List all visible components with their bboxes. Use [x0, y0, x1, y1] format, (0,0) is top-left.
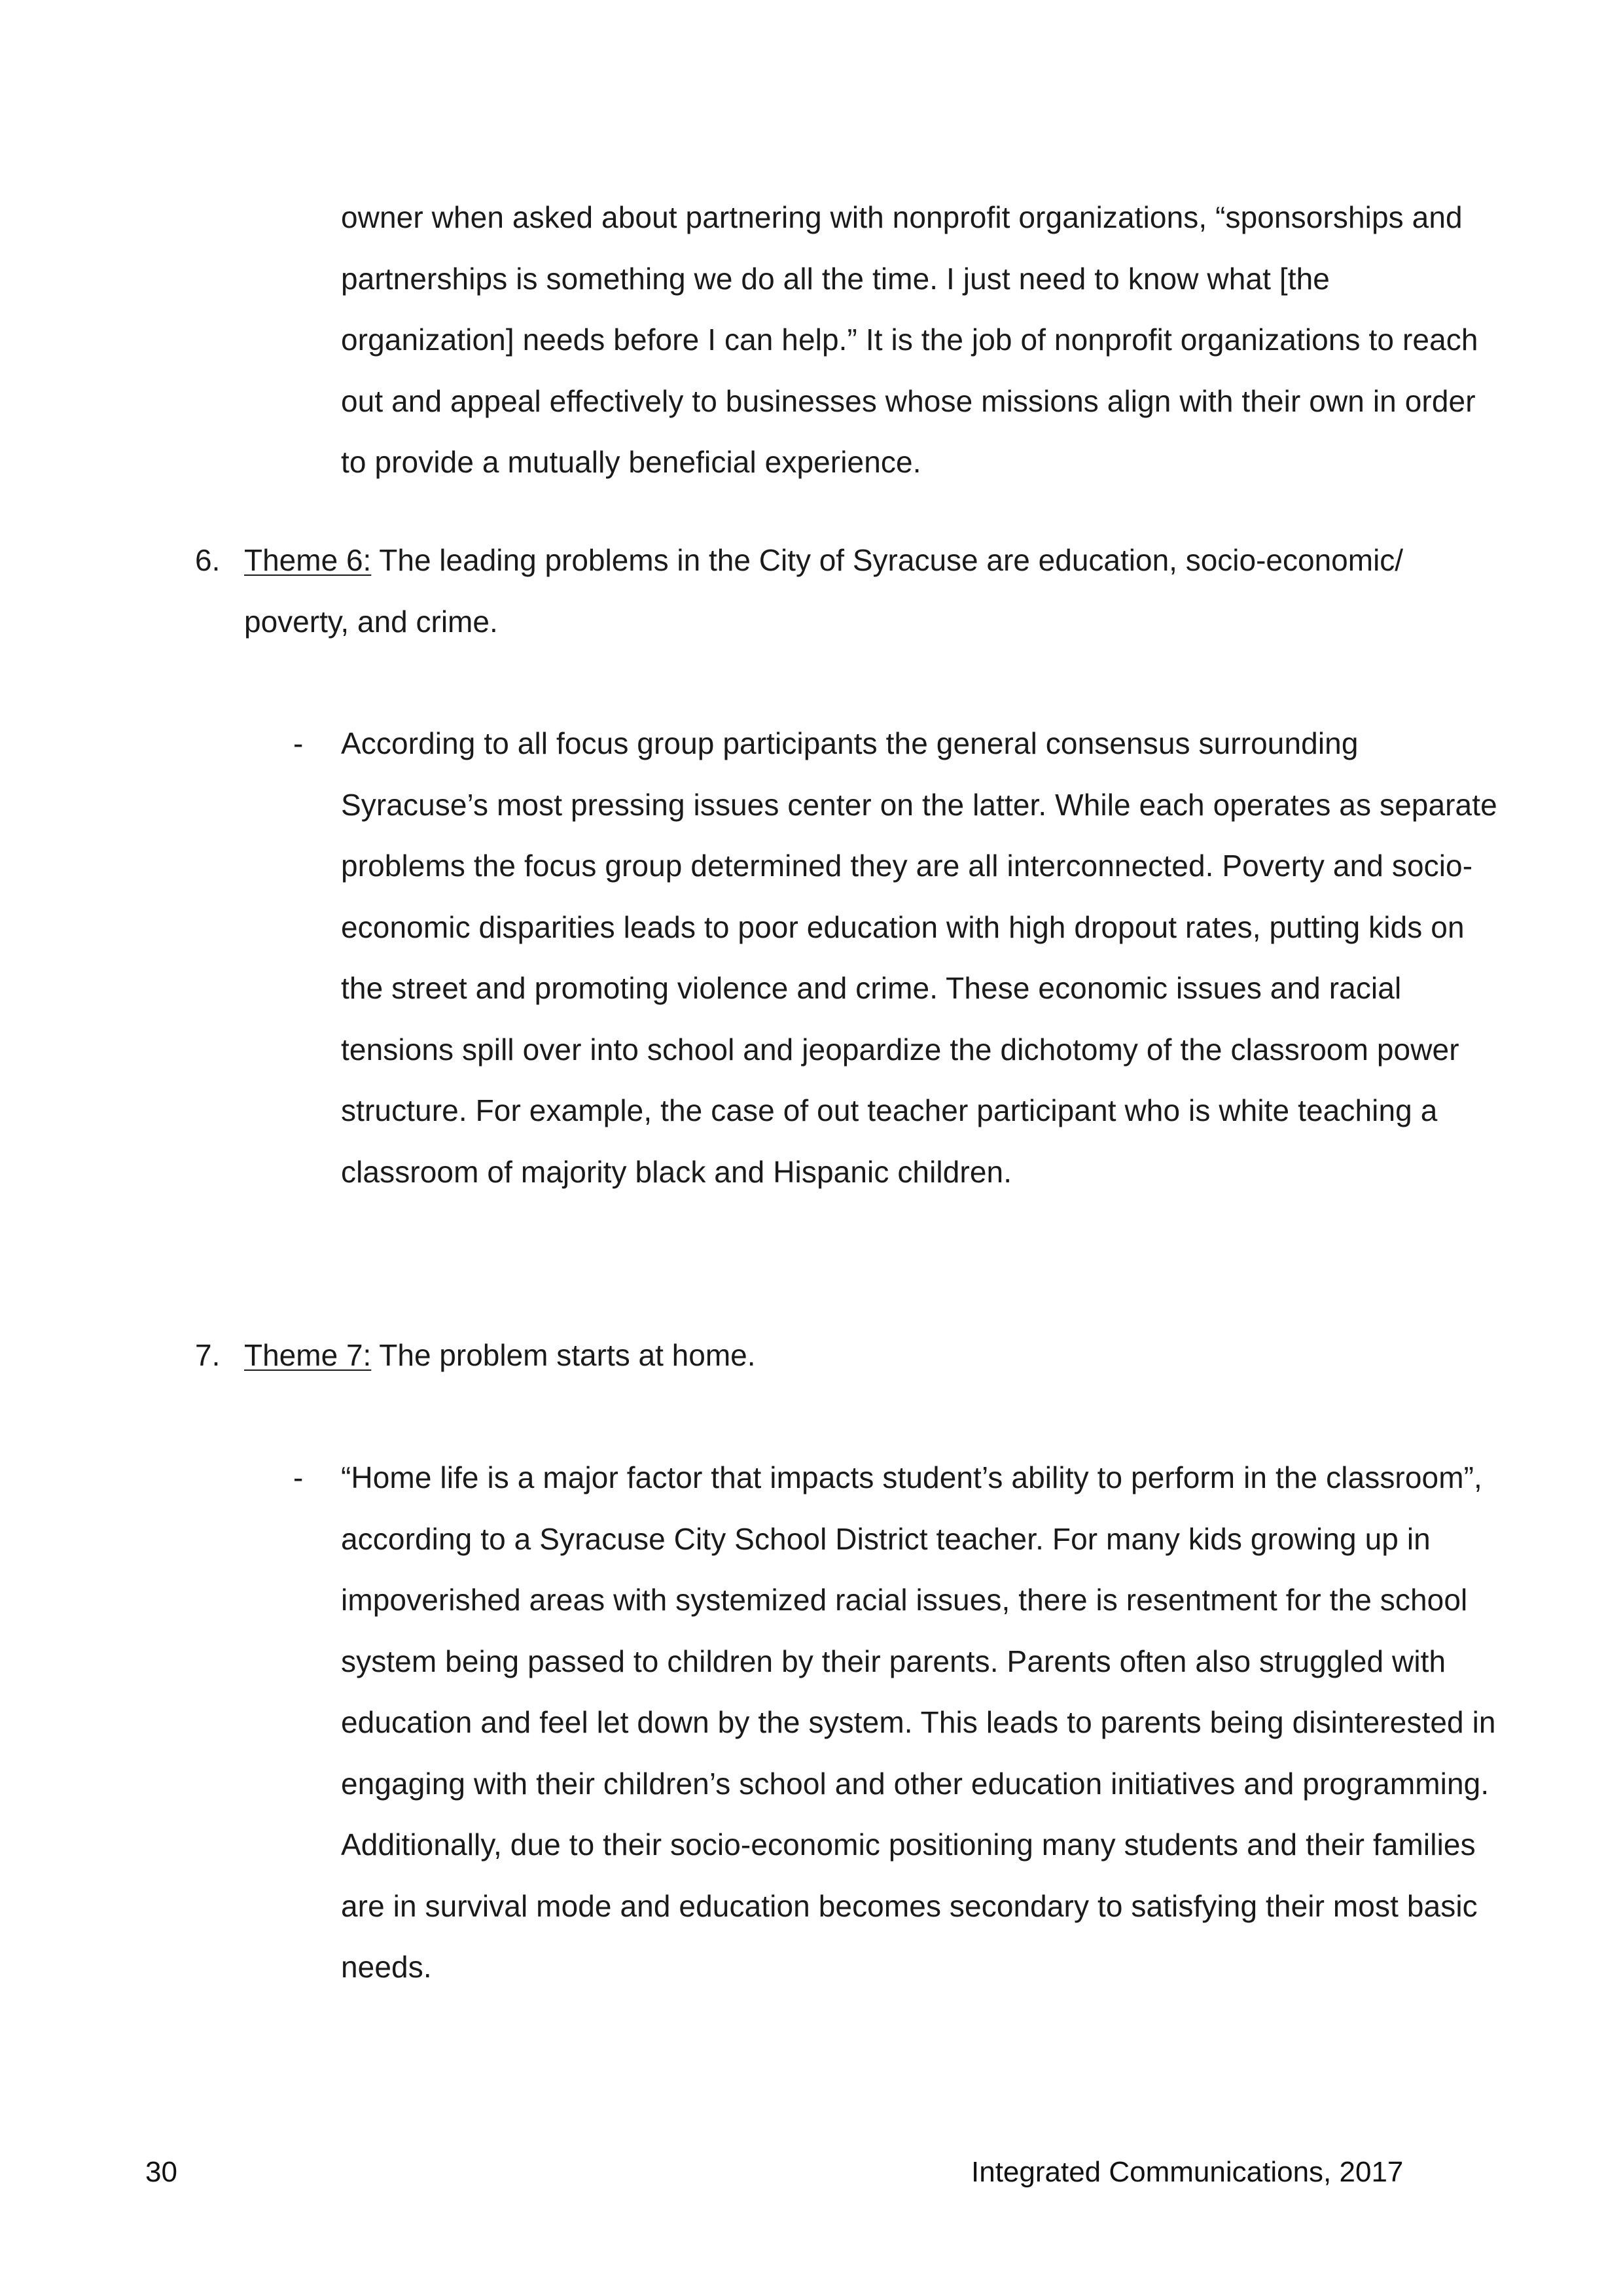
theme-7-statement: The problem starts at home. — [371, 1338, 756, 1372]
theme-7-number: 7. — [195, 1338, 221, 1372]
theme-6-bullet-text: According to all focus group participants the general consensus surrounding Syracuse’s most pressing issues center on the latter. While each operates as separate problems the focus group determined they are all interconnected. Poverty and socio-economic disparities leads to poor education with high dropout rates, putting kids on the street and promoting violence and crime. These economic issues and racial tensions spill over into school and jeopardize the dichotomy of the classroom power structure. For example, the case of out teacher participant who is white teaching a classroom of majority black and Hispanic children. — [341, 726, 1497, 1189]
theme-6-bullet-marker: - — [293, 726, 304, 760]
theme-7-heading — [244, 1325, 1527, 1386]
footer-page-number: 30 — [145, 2156, 177, 2188]
theme-6-label: Theme 6: — [244, 543, 372, 577]
theme-7-bullet-text: “Home life is a major factor that impacts student’s ability to perform in the classroom”, according to a Syracuse City School District teacher. For many kids growing up in impoverished areas with systemized racial issues, there is resentment for the school system being passed to children by their parents. Parents often also struggled with education and feel let down by the system. This leads to parents being disinterested in engaging with their children’s school and other education initiatives and programming. Additionally, due to their socio-economic positioning many students and their families are in survival mode and education becomes secondary to satisfying their most basic needs. — [341, 1460, 1496, 1984]
theme-7-bullet-marker: - — [293, 1460, 304, 1494]
theme-6-statement: The leading problems in the City of Syracuse are education, socio-economic/ poverty, and crime. — [244, 543, 1404, 639]
theme-6-heading — [244, 530, 1488, 652]
continuation-paragraph: owner when asked about partnering with nonprofit organizations, “sponsorships and partnerships is something we do all the time. I just need to know what [the organization] needs before I can help.” It is the job of nonprofit organizations to reach out and appeal effectively to businesses whose missions align with their own in order to provide a mutually beneficial experience. — [341, 200, 1478, 479]
footer-publication: Integrated Communications, 2017 — [971, 2156, 1404, 2188]
theme-7-label: Theme 7: — [244, 1338, 372, 1372]
theme-6-number: 6. — [195, 543, 221, 577]
